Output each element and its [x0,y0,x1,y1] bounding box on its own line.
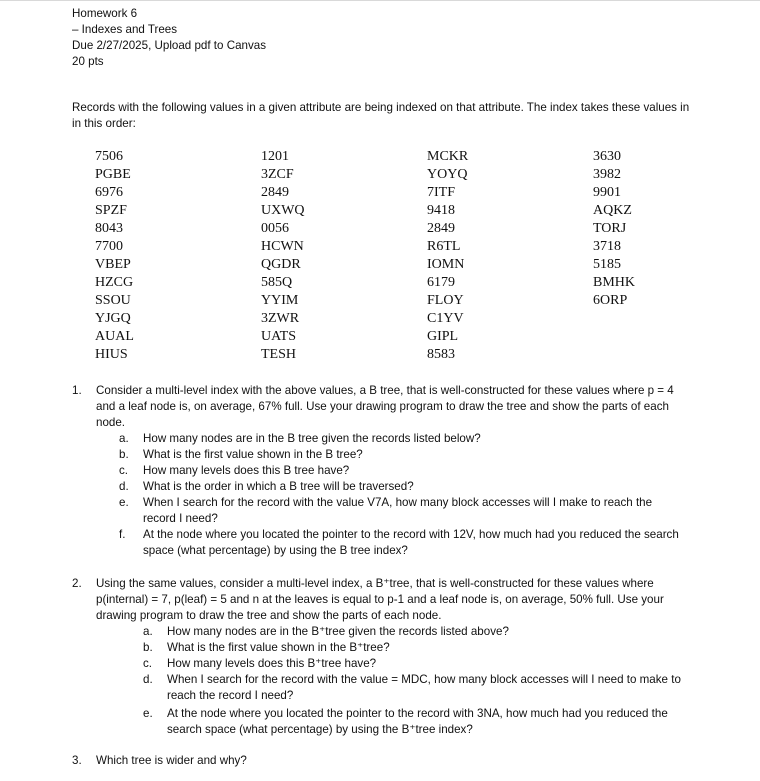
header-points: 20 pts [72,55,104,68]
value-cell: HZCG [95,275,134,290]
item-letter: f. [119,528,126,541]
value-cell: AQKZ [593,203,632,218]
value-cell: GIPL [427,329,459,344]
value-cell: TESH [261,347,296,362]
value-cell: TORJ [593,221,627,236]
value-cell: 3982 [593,167,621,182]
assignment-header [72,6,266,70]
item-letter: a. [143,625,153,638]
header-subtitle: – Indexes and Trees [72,23,178,36]
value-cell: SSOU [95,293,131,308]
item-letter: c. [119,464,129,477]
value-cell: YJGQ [95,311,131,326]
value-cell: 7700 [95,239,123,254]
item-text: At the node where you located the pointer to the record with 3NA, how much had you reduced the search space (what percentage) by using the B⁺tree index? [167,707,668,736]
question-1-text: Consider a multi-level index with the above values, a B tree, that is well-constructed for these values where p = 4 and a leaf node is, on average, 67% full. Use your drawing program to draw the tree and show the parts of each node. [96,384,674,429]
item-text: How many nodes are in the B tree given the records listed below? [143,432,481,445]
header-due-date: Due 2/27/2025, Upload pdf to Canvas [72,39,267,52]
value-cell: 3630 [593,149,621,164]
value-cell: QGDR [261,257,301,272]
value-cell: PGBE [95,167,131,182]
value-cell: 585Q [261,275,293,290]
item-letter: b. [143,641,153,654]
value-cell: 3ZCF [261,167,294,182]
question-2-number: 2. [72,577,82,590]
item-text: How many levels does this B tree have? [143,464,350,477]
value-cell: 7506 [95,149,123,164]
intro-paragraph: Records with the following values in a given attribute are being indexed on that attribute. The index takes these values in in this order: [72,101,690,130]
item-letter: e. [119,496,129,509]
value-cell: 5185 [593,257,621,272]
question-1-number: 1. [72,384,82,397]
value-cell: 9901 [593,185,621,200]
page-top-border [0,0,760,1]
value-cell: 0056 [261,221,289,236]
value-cell: 6179 [427,275,455,290]
value-cell: 1201 [261,149,289,164]
value-cell: 6ORP [593,293,628,308]
item-text: When I search for the record with the value V7A, how many block accesses will I make to reach the record I need? [143,496,653,525]
value-cell: SPZF [95,203,127,218]
values-column-3 [427,148,468,364]
value-cell: 8043 [95,221,123,236]
item-text: How many levels does this B⁺tree have? [167,657,377,670]
value-cell: 8583 [427,347,455,362]
value-cell: FLOY [427,293,464,308]
value-cell: R6TL [427,239,461,254]
value-cell: BMHK [593,275,636,290]
value-cell: C1YV [427,311,464,326]
question-3-text: Which tree is wider and why? [96,754,247,767]
value-cell: HIUS [95,347,128,362]
item-letter: d. [143,673,153,686]
value-cell: MCKR [427,149,469,164]
value-cell: AUAL [95,329,134,344]
value-cell: UATS [261,329,297,344]
value-cell: YOYQ [427,167,468,182]
item-text: What is the order in which a B tree will be traversed? [143,480,414,493]
item-text: When I search for the record with the value = MDC, how many block accesses will I need to make to reach the record I need? [167,673,681,702]
value-cell: IOMN [427,257,465,272]
header-title: Homework 6 [72,7,138,20]
value-cell: YYIM [261,293,299,308]
item-text: What is the first value shown in the B⁺tree? [167,641,390,654]
value-cell: VBEP [95,257,131,272]
item-letter: a. [119,432,129,445]
value-cell: 9418 [427,203,455,218]
item-text: At the node where you located the pointer to the record with 12V, how much had you reduced the search space (what percentage) by using the B tree index? [143,528,679,557]
value-cell: 7ITF [427,185,455,200]
value-cell: 3718 [593,239,621,254]
value-cell: UXWQ [261,203,305,218]
value-cell: HCWN [261,239,304,254]
values-column-4 [593,148,635,310]
question-3-number: 3. [72,754,82,767]
values-column-2 [261,148,305,364]
values-column-1 [95,148,134,364]
value-cell: 2849 [261,185,289,200]
item-letter: b. [119,448,129,461]
item-letter: e. [143,707,153,720]
item-letter: c. [143,657,153,670]
item-text: What is the first value shown in the B tree? [143,448,363,461]
value-cell: 6976 [95,185,123,200]
item-text: How many nodes are in the B⁺tree given the records listed above? [167,625,509,638]
value-cell: 2849 [427,221,455,236]
item-letter: d. [119,480,129,493]
value-cell: 3ZWR [261,311,300,326]
question-2-text: Using the same values, consider a multi-level index, a B⁺tree, that is well-constructed for these values where p(internal) = 7, p(leaf) = 5 and n at the leaves is equal to p-1 and a leaf node is, on average, 50% full. Use your drawing program to draw the tree and show the parts of each node. [96,577,664,622]
